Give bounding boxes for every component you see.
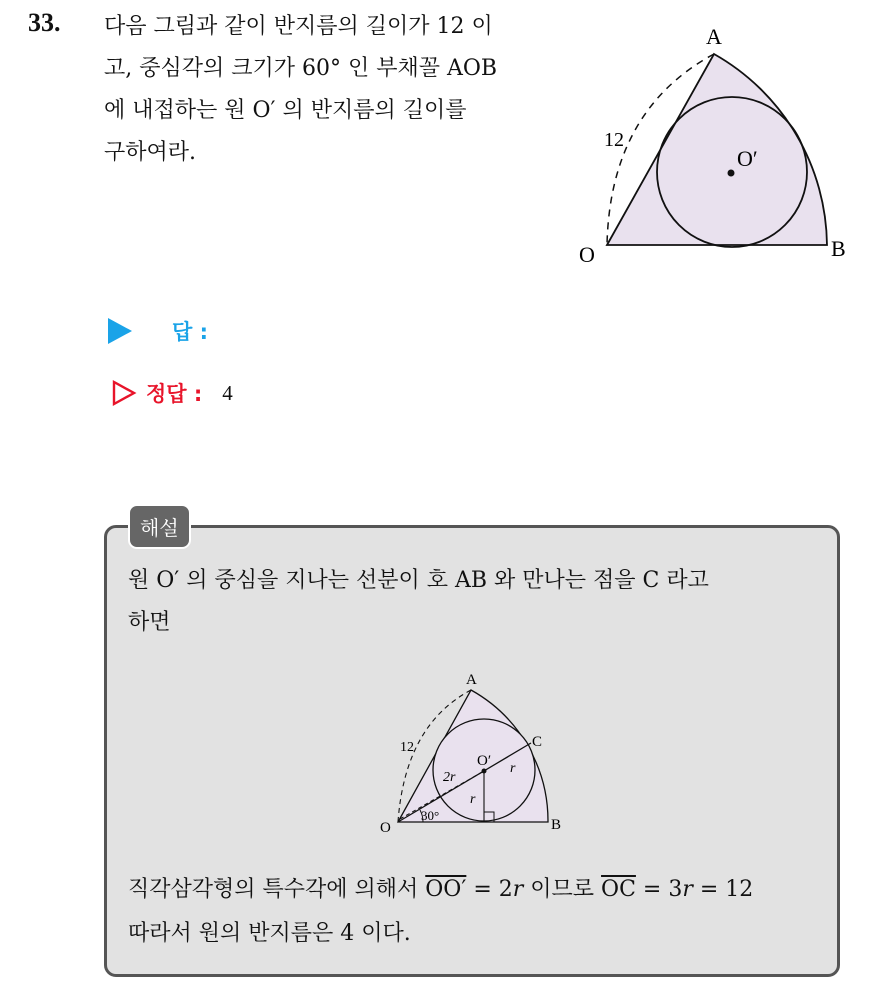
label-2r: 2r	[443, 770, 456, 785]
question-number: 33.	[28, 8, 61, 37]
label-Oprime: O′	[737, 146, 758, 171]
segment-OOprime-text: OO′	[425, 877, 467, 902]
label-B-2: B	[551, 817, 562, 833]
answer-label: 답 :	[172, 320, 208, 344]
label-C-2: C	[532, 734, 543, 750]
line3-mid: = 2	[466, 877, 513, 902]
label-radius: 12	[604, 129, 624, 151]
correct-answer-label: 정답 :	[146, 382, 203, 406]
sector-figure	[570, 20, 860, 270]
label-angle: 30°	[421, 808, 440, 823]
solution-intro	[128, 560, 828, 644]
solution-line-1: 원 O′ 의 중심을 지나는 선분이 호 AB 와 만나는 점을 C 라고	[128, 568, 709, 593]
solution-line-2: 하면	[128, 610, 171, 635]
label-A-2: A	[466, 672, 477, 688]
label-A: A	[706, 24, 722, 49]
segment-OC-text: $\overline{OC}$	[601, 877, 636, 902]
solution-conclusion	[128, 868, 828, 956]
var-r-2: r	[682, 877, 693, 902]
line3-mid3: = 3	[635, 877, 683, 902]
question-line-1: 다음 그림과 같이 반지름의 길이가 12 이	[104, 14, 493, 39]
label-O: O	[579, 242, 595, 267]
var-r-1: r	[512, 877, 524, 902]
correct-answer-value: 4	[222, 380, 233, 405]
label-B: B	[831, 236, 846, 261]
play-icon	[108, 318, 132, 344]
line3-suffix: = 12	[692, 877, 754, 902]
sector-shape	[607, 54, 827, 245]
solution-figure	[376, 668, 576, 838]
question-line-3: 에 내접하는 원 O′ 의 반지름의 길이를	[104, 98, 467, 123]
label-Oprime-2: O′	[477, 753, 492, 769]
label-r-2: r	[470, 792, 476, 807]
label-O-2: O	[380, 820, 391, 836]
correct-answer-row	[108, 378, 233, 408]
solution-badge: 해설	[128, 504, 191, 549]
question-line-4: 구하여라.	[104, 140, 197, 165]
line3-prefix: 직각삼각형의 특수각에 의해서	[128, 877, 426, 902]
solution-line-4: 따라서 원의 반지름은 4 이다.	[128, 921, 411, 946]
line3-mid2: 이므로	[523, 877, 602, 902]
center-dot-2	[482, 769, 487, 774]
outline-triangle-icon	[110, 379, 138, 407]
label-r-1: r	[510, 761, 516, 776]
question-text	[104, 6, 564, 174]
question-line-2: 고, 중심각의 크기가 60° 인 부채꼴 AOB	[104, 56, 498, 81]
answer-row	[108, 316, 208, 346]
solution-line-3	[128, 868, 828, 912]
label-radius-2: 12	[400, 740, 414, 755]
center-dot	[728, 170, 735, 177]
